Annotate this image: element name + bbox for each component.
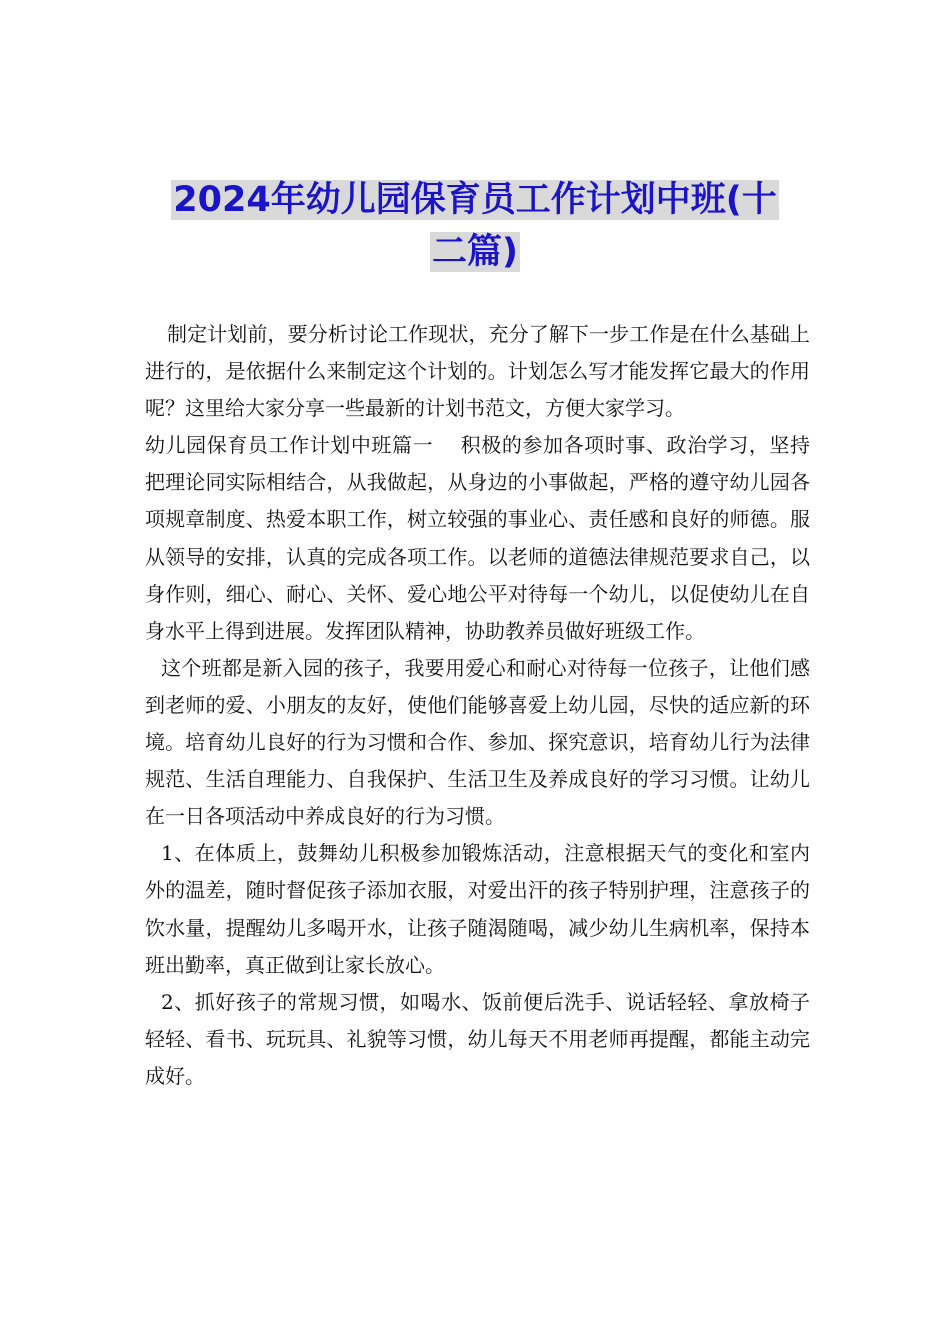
title-line-2: 二篇) [432,232,518,272]
item-2-paragraph: 2、抓好孩子的常规习惯，如喝水、饭前便后洗手、说话轻轻、拿放椅子轻轻、看书、玩玩具、礼貌等习惯，幼儿每天不用老师再提醒，都能主动完成好。 [145,989,810,1088]
section-one-paragraph: 幼儿园保育员工作计划中班篇一 积极的参加各项时事、政治学习，坚持把理论同实际相结合，从我做起，从身边的小事做起，严格的遵守幼儿园各项规章制度、热爱本职工作，树立较强的事业心、责任感和良好的师德。服从领导的安排，认真的完成各项工作。以老师的道德法律规范要求自己，以身作则，细心、耐心、关怀、爱心地公平对待每一个幼儿，以促使幼儿在自身水平上得到进展。发挥团队精神，协助教养员做好班级工作。 [145,433,810,643]
document-title [0,174,950,278]
title-line-1: 2024年幼儿园保育员工作计划中班(十 [173,180,777,220]
class-goal-paragraph: 这个班都是新入园的孩子，我要用爱心和耐心对待每一位孩子，让他们感到老师的爱、小朋友的友好，使他们能够喜爱上幼儿园，尽快的适应新的环境。培育幼儿良好的行为习惯和合作、参加、探究意识，培育幼儿行为法律规范、生活自理能力、自我保护、生活卫生及养成良好的学习习惯。让幼儿在一日各项活动中养成良好的行为习惯。 [145,655,810,829]
intro-paragraph: 制定计划前，要分析讨论工作现状，充分了解下一步工作是在什么基础上进行的，是依据什么来制定这个计划的。计划怎么写才能发挥它最大的作用呢？这里给大家分享一些最新的计划书范文，方便大家学习。 [145,322,810,421]
document-body [145,316,810,1095]
item-1-paragraph: 1、在体质上，鼓舞幼儿积极参加锻炼活动，注意根据天气的变化和室内外的温差，随时督促孩子添加衣服，对爱出汗的孩子特别护理，注意孩子的饮水量，提醒幼儿多喝开水，让孩子随渴随喝，减少幼儿生病机率，保持本班出勤率，真正做到让家长放心。 [145,841,810,977]
